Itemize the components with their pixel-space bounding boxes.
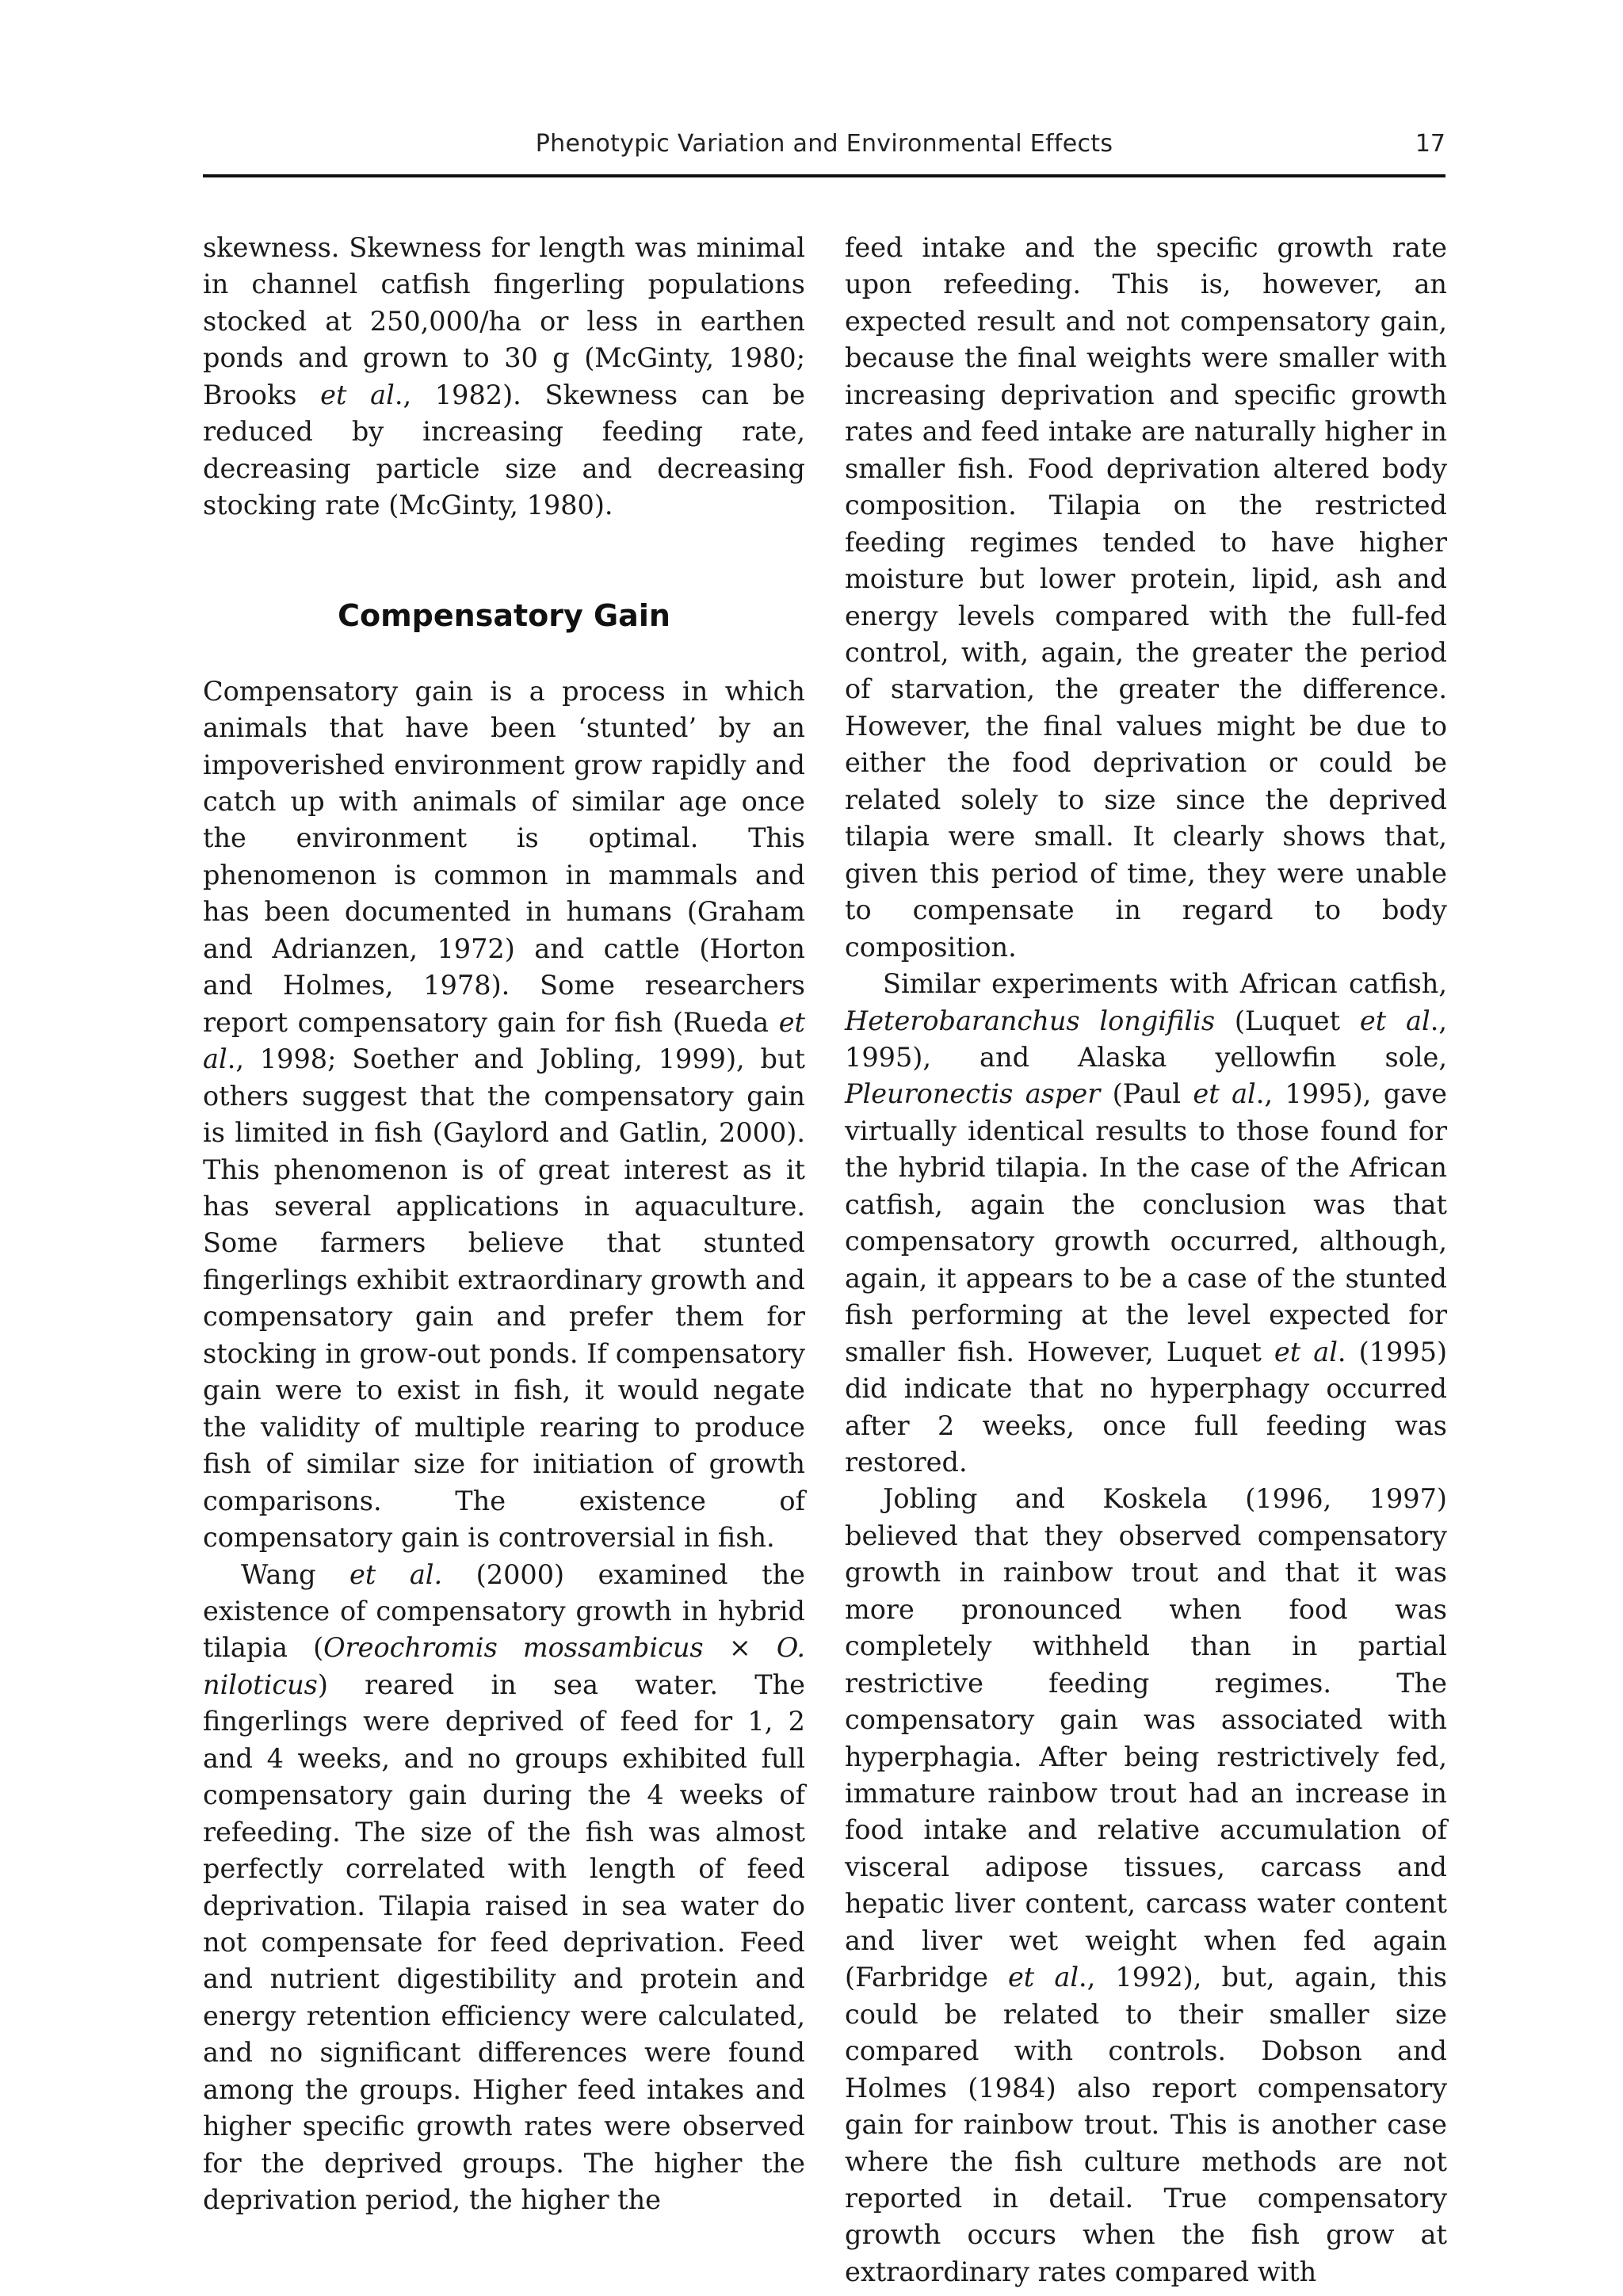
paragraph	[203, 230, 805, 524]
italic-run: et al	[1007, 1962, 1079, 1993]
page-number: 17	[1415, 130, 1445, 158]
italic-run: et al.	[349, 1558, 443, 1590]
text-run: (2000) examined the existence of compensatory growth in hybrid tilapia (	[203, 1558, 805, 1664]
italic-run: Oreochromis mossambicus	[323, 1632, 704, 1664]
text-run: Similar experiments with African catfish,	[883, 968, 1447, 1000]
running-header	[203, 125, 1445, 163]
paragraph	[203, 1557, 805, 2219]
italic-run: Heterobaranchus longifilis	[845, 1005, 1216, 1036]
text-run: ., 1995), and Alaska yellowfin sole,	[845, 1005, 1448, 1073]
paragraph	[845, 1481, 1447, 2290]
italic-run: et al	[1193, 1078, 1256, 1110]
italic-run: et al	[203, 1006, 805, 1075]
text-run: (Paul	[1100, 1078, 1193, 1110]
text-run: ., 1995), gave virtually identical results to those found for the hybrid tilapia. In the case of the African catfish, again the conclusion was that compensatory growth occurred, although, again, it appears to be a case of the stunted fish performing at the level expected for smaller fish. However, Luquet	[845, 1078, 1447, 1367]
paragraph	[203, 673, 805, 1557]
italic-run: et al	[1359, 1005, 1430, 1036]
text-run: . (1995) did indicate that no hyperphagy occurred after 2 weeks, once full feeding was restored.	[845, 1336, 1448, 1478]
italic-run: Pleuronectis asper	[845, 1078, 1101, 1110]
italic-run: et al	[320, 379, 395, 410]
italic-run: et al	[1274, 1336, 1338, 1367]
paragraph	[845, 966, 1447, 1481]
left-column	[203, 230, 805, 2219]
text-run: (Luquet	[1215, 1005, 1360, 1036]
text-run: ) reared in sea water. The fingerlings were deprived of feed for 1, 2 and 4 weeks, and no groups exhibited full compensatory gain during the 4 weeks of refeeding. The size of the fish was almost perfectly correlated with length of feed deprivation. Tilapia raised in sea water do not compensate for feed deprivation. Feed and nutrient digestibility and protein and energy retention efficiency were calculated, and no significant differences were found among the groups. Higher feed intakes and higher specific growth rates were observed for the deprived groups. The higher the deprivation period, the higher the	[203, 1669, 805, 2216]
text-run: ., 1998; Soether and Jobling, 1999), but others suggest that the compensatory gain is limited in fish (Gaylord and Gatlin, 2000). This phenomenon is of great interest as it has several applications in aquaculture. Some farmers believe that stunted fingerlings exhibit extraordinary growth and compensatory gain and prefer them for stocking in grow-out ponds. If compensatory gain were to exist in fish, it would negate the validity of multiple rearing to produce fish of similar size for initiation of growth comparisons. The existence of compensatory gain is controversial in fish.	[203, 1043, 805, 1554]
paragraph	[845, 230, 1447, 966]
text-run: ×	[703, 1632, 777, 1664]
section-heading: Compensatory Gain	[338, 597, 670, 633]
text-run: Wang	[241, 1558, 350, 1590]
text-run: ., 1992), but, again, this could be related to their smaller size compared with controls. Dobson and Holmes (1984) also report compensatory gain for rainbow trout. This is another case where the fish culture methods are not reported in detail. True compensatory growth occurs when the fish grow at extraordinary rates compared with	[845, 1962, 1447, 2287]
text-run: Compensatory gain is a process in which animals that have been ‘stunted’ by an impoverished environment grow rapidly and catch up with animals of similar age once the environment is optimal. This phenomenon is common in mammals and has been documented in humans (Graham and Adrianzen, 1972) and cattle (Horton and Holmes, 1978). Some researchers report compensatory gain for fish (Rueda	[203, 675, 805, 1038]
italic-run: O. niloticus	[203, 1632, 805, 1700]
text-run: Jobling and Koskela (1996, 1997) believed that they observed compensatory growth in rainbow trout and that it was more pronounced when food was completely withheld than in partial restrictive feeding regimes. The compensatory gain was associated with hyperphagia. After being restrictively fed, immature rainbow trout had an increase in food intake and relative accumulation of visceral adipose tissues, carcass and hepatic liver content, carcass water content and liver wet weight when fed again (Farbridge	[845, 1483, 1447, 1993]
text-run: ., 1982). Skewness can be reduced by increasing feeding rate, decreasing particle size and decreasing stocking rate (McGinty, 1980).	[203, 379, 805, 521]
right-column	[845, 230, 1447, 2290]
header-rule	[203, 174, 1445, 177]
running-title: Phenotypic Variation and Environmental Effects	[535, 130, 1113, 158]
text-run: feed intake and the specific growth rate upon refeeding. This is, however, an expected result and not compensatory gain, because the final weights were smaller with increasing deprivation and specific growth rates and feed intake are naturally higher in smaller fish. Food deprivation altered body composition. Tilapia on the restricted feeding regimes tended to have higher moisture but lower protein, lipid, ash and energy levels compared with the full-fed control, with, again, the greater the period of starvation, the greater the difference. However, the final values might be due to either the food deprivation or could be related solely to size since the deprived tilapia were small. It clearly shows that, given this period of time, they were unable to compensate in regard to body composition.	[845, 232, 1447, 963]
text-run: skewness. Skewness for length was minimal in channel catfish fingerling populations stocked at 250,000/ha or less in earthen ponds and grown to 30 g (McGinty, 1980; Brooks	[203, 232, 805, 410]
